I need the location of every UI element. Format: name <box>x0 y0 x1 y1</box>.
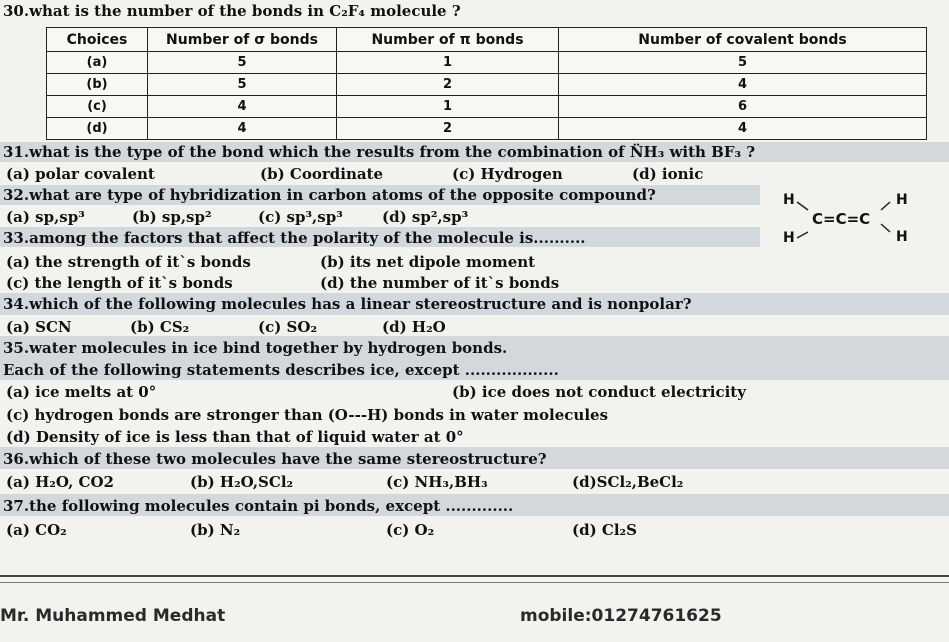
option-b: (b) N₂ <box>190 521 241 539</box>
option-a: (a) H₂O, CO2 <box>6 473 114 491</box>
bond-line <box>881 202 890 210</box>
question-36: 36.which of these two molecules have the same stereostructure? <box>3 450 547 468</box>
question-32: 32.what are type of hybridization in carbon atoms of the opposite compound? <box>3 186 656 204</box>
divider <box>0 582 949 583</box>
table-cell: 1 <box>337 96 559 118</box>
table-header: Number of π bonds <box>337 28 559 52</box>
table-cell: (d) <box>47 118 148 140</box>
option-a: (a) ice melts at 0° <box>6 383 157 401</box>
option-b: (b) CS₂ <box>130 318 190 336</box>
option-a: (a) SCN <box>6 318 72 336</box>
bonds-table <box>46 27 927 140</box>
table-cell: (a) <box>47 52 148 74</box>
option-d: (d) sp²,sp³ <box>382 208 469 226</box>
option-c: (c) Hydrogen <box>452 165 563 183</box>
h-atom: H <box>783 192 795 208</box>
table-cell: 5 <box>148 74 337 96</box>
option-c: (c) O₂ <box>386 521 435 539</box>
option-b: (b) Coordinate <box>260 165 384 183</box>
h-atom: H <box>783 230 795 246</box>
question-31: 31.what is the type of the bond which the results from the combination of N̈H₃ with BF₃ ? <box>3 143 756 161</box>
question-35-stem: Each of the following statements describes ice, except .................. <box>3 361 559 379</box>
structure-bonds <box>780 190 910 250</box>
question-30: 30.what is the number of the bonds in C₂F₄ molecule ? <box>3 2 461 20</box>
option-b: (b) its net dipole moment <box>320 253 536 271</box>
question-37: 37.the following molecules contain pi bonds, except ............. <box>3 497 514 515</box>
table-row <box>47 96 927 118</box>
option-a: (a) polar covalent <box>6 165 155 183</box>
table-cell: (c) <box>47 96 148 118</box>
mobile-number: mobile:01274761625 <box>520 606 722 626</box>
option-c: (c) the length of it`s bonds <box>6 274 233 292</box>
option-c: (c) sp³,sp³ <box>258 208 343 226</box>
option-d: (d) H₂O <box>382 318 446 336</box>
table-cell: 4 <box>148 96 337 118</box>
option-d: (d) the number of it`s bonds <box>320 274 560 292</box>
table-cell: 1 <box>337 52 559 74</box>
option-d: (d)SCl₂,BeCl₂ <box>572 473 684 491</box>
table-cell: 6 <box>559 96 927 118</box>
table-cell: 2 <box>337 118 559 140</box>
option-a: (a) the strength of it`s bonds <box>6 253 251 271</box>
bond-line <box>881 224 890 232</box>
question-34: 34.which of the following molecules has a linear stereostructure and is nonpolar? <box>3 295 692 313</box>
question-35: 35.water molecules in ice bind together by hydrogen bonds. <box>3 339 508 357</box>
h-atom: H <box>896 229 908 245</box>
table-cell: 4 <box>559 118 927 140</box>
option-c: (c) SO₂ <box>258 318 318 336</box>
table-cell: 4 <box>559 74 927 96</box>
option-c: (c) hydrogen bonds are stronger than (O---H) bonds in water molecules <box>6 406 609 424</box>
option-a: (a) sp,sp³ <box>6 208 85 226</box>
option-b: (b) ice does not conduct electricity <box>452 383 746 401</box>
table-header: Choices <box>47 28 148 52</box>
table-cell: 5 <box>559 52 927 74</box>
table-header: Number of covalent bonds <box>559 28 927 52</box>
table-header: Number of σ bonds <box>148 28 337 52</box>
teacher-name: Mr. Muhammed Medhat <box>0 606 226 626</box>
option-d: (d) ionic <box>632 165 704 183</box>
bond-line <box>797 232 808 238</box>
table-cell: 5 <box>148 52 337 74</box>
table-row <box>47 52 927 74</box>
table-row <box>47 74 927 96</box>
option-d: (d) Cl₂S <box>572 521 637 539</box>
table-cell: 4 <box>148 118 337 140</box>
table-header-row <box>47 28 927 52</box>
option-c: (c) NH₃,BH₃ <box>386 473 488 491</box>
bond-line <box>797 202 808 210</box>
table-cell: 2 <box>337 74 559 96</box>
question-33: 33.among the factors that affect the polarity of the molecule is.......... <box>3 229 586 247</box>
table-row <box>47 118 927 140</box>
h-atom: H <box>896 192 908 208</box>
divider <box>0 575 949 577</box>
carbon-chain: C=C=C <box>812 210 871 228</box>
option-d: (d) Density of ice is less than that of liquid water at 0° <box>6 428 464 446</box>
option-a: (a) CO₂ <box>6 521 67 539</box>
table-cell: (b) <box>47 74 148 96</box>
option-b: (b) H₂O,SCl₂ <box>190 473 294 491</box>
option-b: (b) sp,sp² <box>132 208 212 226</box>
